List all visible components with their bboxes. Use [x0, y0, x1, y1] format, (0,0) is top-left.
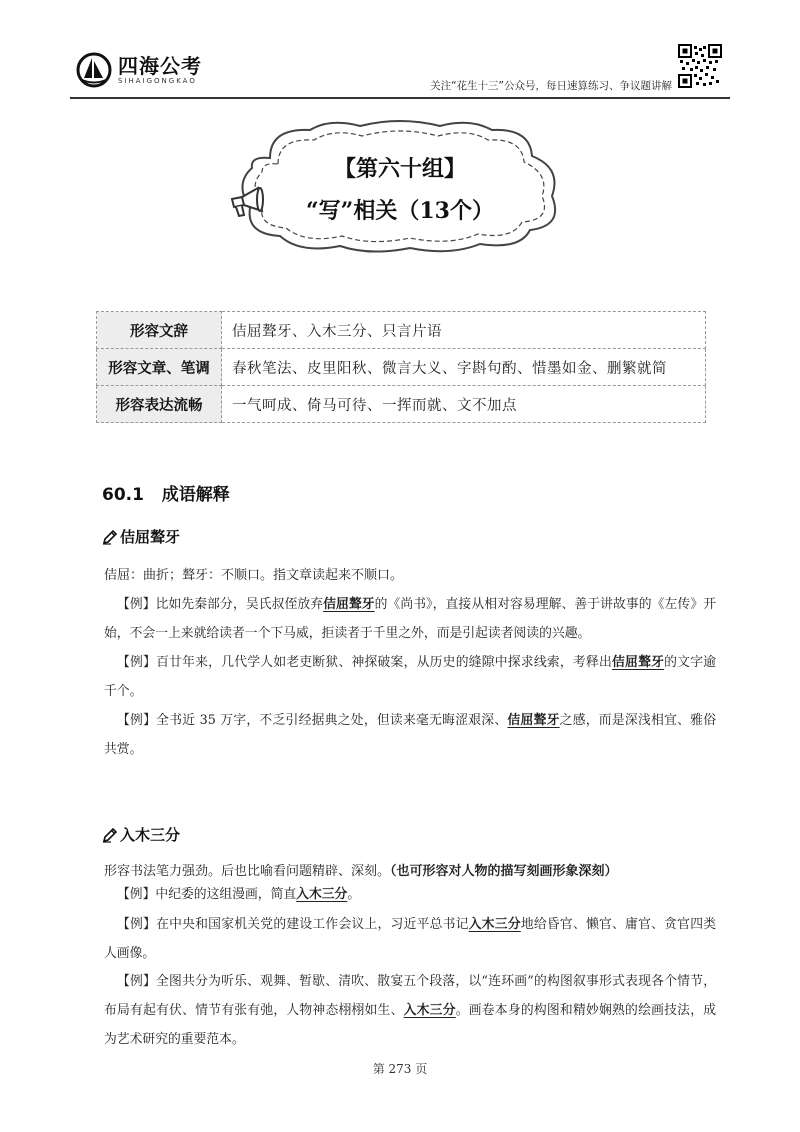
- pencil-icon: [102, 529, 118, 545]
- brand-logo: [76, 52, 202, 88]
- key-idiom: 入木三分: [468, 917, 521, 932]
- idiom-title: 佶屈聱牙: [120, 528, 181, 546]
- category-idioms: 一气呵成、倚马可待、一挥而就、文不加点: [222, 386, 706, 423]
- category-table: [96, 311, 706, 423]
- table-row: [97, 386, 706, 423]
- key-idiom: 入木三分: [403, 1003, 456, 1018]
- logo-chinese-text: 四海公考: [118, 54, 202, 78]
- category-label: 形容文辞: [97, 312, 222, 349]
- table-row: [97, 349, 706, 386]
- title-cloud-frame: [230, 118, 570, 254]
- group-subtitle: “写”相关（13个）: [306, 198, 494, 224]
- idiom-heading: [102, 824, 180, 845]
- pencil-icon: [102, 827, 118, 843]
- page-number: 第 273 页: [372, 1062, 428, 1076]
- example-paragraph: 【例】百廿年来，几代学人如老吏断狱、神探破案，从历史的缝隙中探求线索，考释出佶屈聱牙的文字逾千个。: [104, 655, 717, 699]
- example-paragraph: 【例】中纪委的这组漫画，简直入木三分。: [117, 887, 361, 902]
- idiom-definition: 形容书法笔力强劲。后也比喻看问题精辟、深刻。（也可形容对人物的描写刻画形象深刻）: [104, 864, 618, 879]
- idiom-heading: [102, 526, 180, 547]
- header-divider: [70, 97, 730, 99]
- key-idiom: 佶屈聱牙: [323, 597, 375, 612]
- section-number: 60.1: [102, 485, 144, 505]
- category-idioms: 佶屈聱牙、入木三分、只言片语: [222, 312, 706, 349]
- category-label: 形容文章、笔调: [97, 349, 222, 386]
- example-paragraph: 【例】在中央和国家机关党的建设工作会议上，习近平总书记入木三分地给昏官、懒官、庸官、贪官四类人画像。: [104, 917, 717, 961]
- category-idioms: 春秋笔法、皮里阳秋、微言大义、字斟句酌、惜墨如金、删繁就简: [222, 349, 706, 386]
- sailboat-logo-icon: [76, 52, 112, 88]
- group-title: 【第六十组】: [333, 156, 466, 182]
- header-slogan: 关注“花生十三”公众号，每日速算练习、争议题讲解: [430, 80, 672, 92]
- example-paragraph: 【例】全书近 35 万字，不乏引经据典之处，但读来毫无晦涩艰深、佶屈聱牙之感，而是深浅相宜、雅俗共赏。: [104, 713, 717, 757]
- usage-note: （也可形容对人物的描写刻画形象深刻）: [390, 864, 618, 879]
- example-paragraph: 【例】比如先秦部分，吴氏叔侄放弃佶屈聱牙的《尚书》，直接从相对容易理解、善于讲故事的《左传》开始，不会一上来就给读者一个下马威，拒读者于千里之外，而是引起读者阅读的兴趣。: [104, 597, 716, 641]
- idiom-title: 入木三分: [120, 826, 181, 844]
- key-idiom: 佶屈聱牙: [507, 713, 560, 728]
- key-idiom: 入木三分: [296, 887, 348, 902]
- logo-english-text: SIHAIGONGKAO: [118, 77, 197, 85]
- example-paragraph: 【例】全图共分为听乐、观舞、暂歇、清吹、散宴五个段落，以“连环画”的构图叙事形式表现各个情节，布局有起有伏、情节有张有弛，人物神态栩栩如生、入木三分。画卷本身的构图和精妙娴熟的绘画技法，成为艺术研究的重要范本。: [104, 974, 717, 1047]
- cloud-border-shape: [230, 118, 570, 254]
- qr-code-icon: [678, 44, 722, 88]
- category-label: 形容表达流畅: [97, 386, 222, 423]
- section-heading: [102, 480, 230, 505]
- section-title: 成语解释: [161, 485, 230, 505]
- table-row: [97, 312, 706, 349]
- page-header: [70, 40, 730, 98]
- idiom-definition: 佶屈：曲折；聱牙：不顺口。指文章读起来不顺口。: [104, 568, 404, 583]
- key-idiom: 佶屈聱牙: [612, 655, 665, 670]
